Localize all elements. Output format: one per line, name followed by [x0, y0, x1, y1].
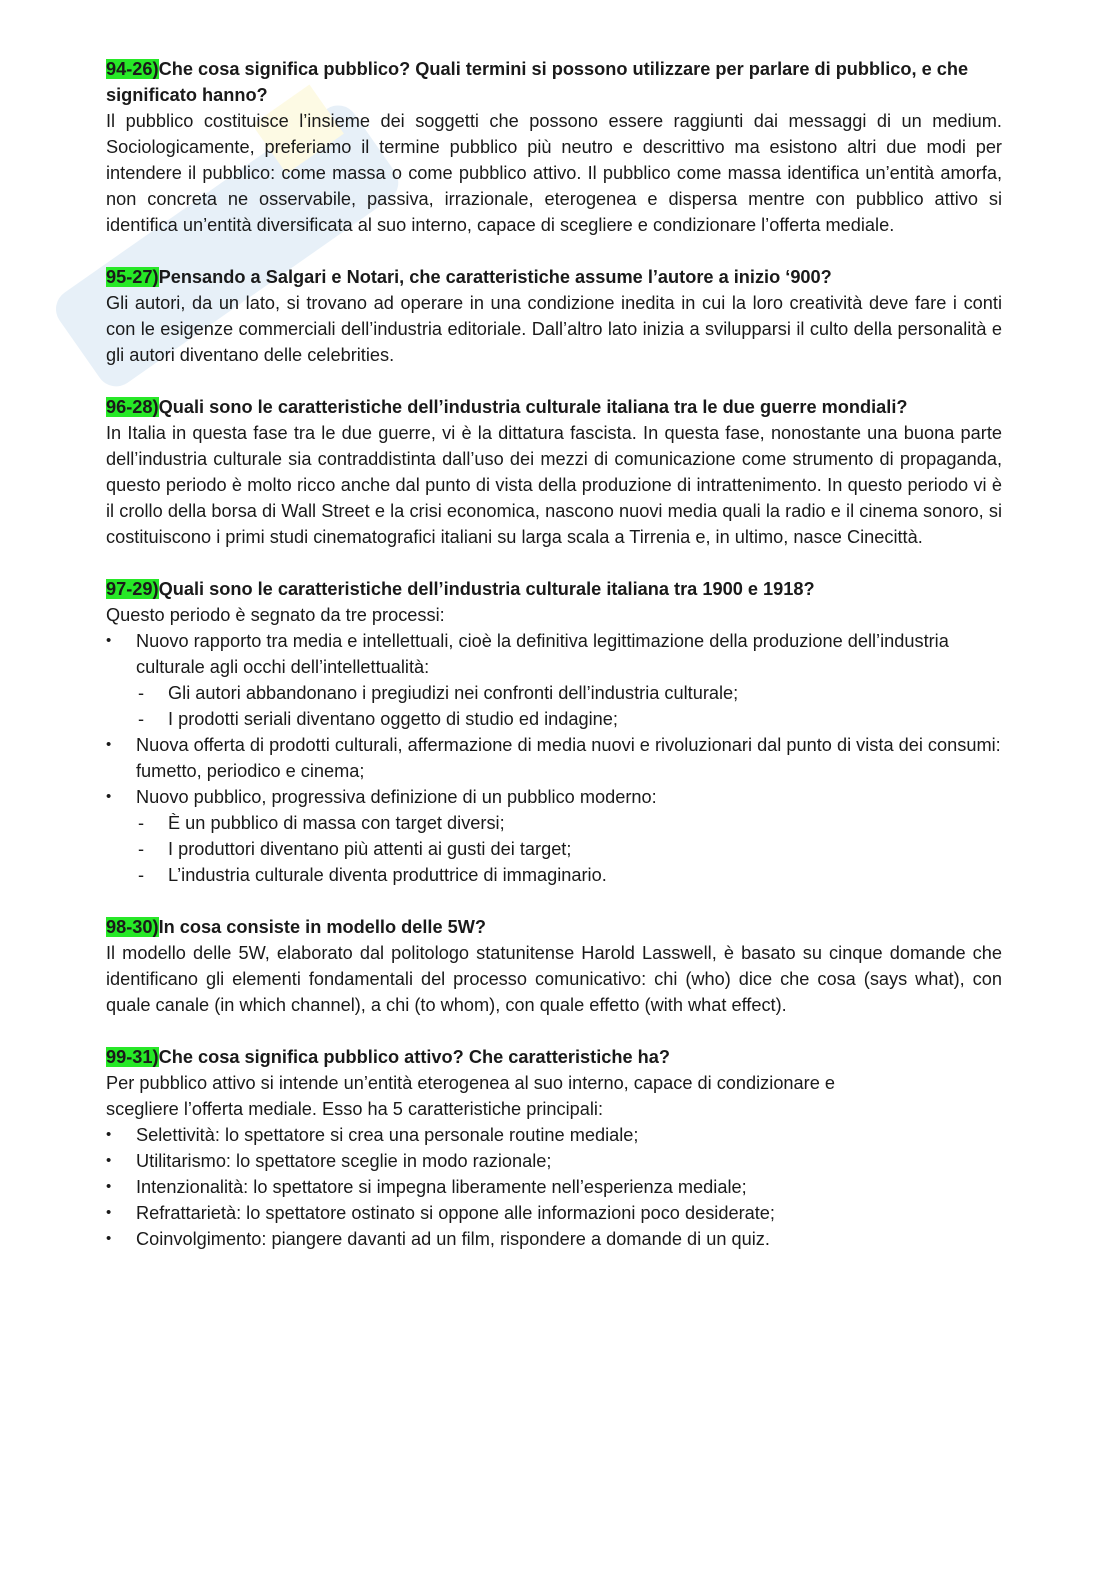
answer-paragraph: Gli autori, da un lato, si trovano ad operare in una condizione inedita in cui la loro creatività deve fare i conti con le esigenze commerciali dell’industria editoriale. Dall’altro lato inizia a svilupparsi il culto della personalità e gli autori diventano delle celebrities.	[106, 293, 1002, 365]
question-99-31	[106, 1044, 1002, 1252]
answer-paragraph: Il pubblico costituisce l’insieme dei soggetti che possono essere raggiunti dai messaggi di un medium. Sociologicamente, preferiamo il termine pubblico più neutro e descrittivo ma esistono altri due modi per intendere il pubblico: come massa o come pubblico attivo. Il pubblico come massa identifica un’entità amorfa, non concreta ne osservabile, passiva, irrazionale, eterogenea e dispersa mentre con pubblico attivo si identifica un’entità diversificata al suo interno, capace di scegliere e condizionare l’offerta mediale.	[106, 111, 1002, 235]
question-number: 98-30)	[106, 917, 159, 937]
question-title	[106, 1044, 1002, 1070]
answer-intro-line: scegliere l’offerta mediale. Esso ha 5 caratteristiche principali:	[106, 1099, 604, 1119]
question-95-27	[106, 264, 1002, 368]
question-number: 96-28)	[106, 397, 159, 417]
question-text: Quali sono le caratteristiche dell’industria culturale italiana tra 1900 e 1918?	[158, 579, 815, 599]
question-text: Che cosa significa pubblico attivo? Che caratteristiche ha?	[158, 1047, 670, 1067]
question-94-26	[106, 56, 1002, 238]
list-item	[106, 732, 1002, 784]
answer-intro: Questo periodo è segnato da tre processi:	[106, 605, 445, 625]
question-title	[106, 264, 1002, 290]
sub-list-item: - L’industria culturale diventa produttrice di immaginario.	[106, 862, 1002, 888]
question-96-28	[106, 394, 1002, 550]
list-item: • Intenzionalità: lo spettatore si impegna liberamente nell’esperienza mediale;	[106, 1174, 1002, 1200]
sub-list	[136, 680, 1002, 732]
answer-intro-line: Per pubblico attivo si intende un’entità eterogenea al suo interno, capace di condizionare e	[106, 1073, 836, 1093]
sub-list-item: - I produttori diventano più attenti ai gusti dei target;	[106, 836, 1002, 862]
list-item	[106, 628, 1002, 732]
bullet-list	[106, 628, 1002, 888]
document-page	[106, 56, 1002, 1278]
question-98-30	[106, 914, 1002, 1018]
question-97-29	[106, 576, 1002, 888]
answer-paragraph: Il modello delle 5W, elaborato dal politologo statunitense Harold Lasswell, è basato su cinque domande che identificano gli elementi fondamentali del processo comunicativo: chi (who) dice che cosa (says what), con quale canale (in which channel), a chi (to whom), con quale effetto (with what effect).	[106, 943, 1002, 1015]
question-number: 97-29)	[106, 579, 159, 599]
question-text: Pensando a Salgari e Notari, che caratteristiche assume l’autore a inizio ‘900?	[158, 267, 832, 287]
sub-list-item: - I prodotti seriali diventano oggetto di studio ed indagine;	[106, 706, 1002, 732]
list-item: • Refrattarietà: lo spettatore ostinato si oppone alle informazioni poco desiderate;	[106, 1200, 1002, 1226]
list-item: • Utilitarismo: lo spettatore sceglie in modo razionale;	[106, 1148, 1002, 1174]
sub-list	[136, 810, 1002, 888]
question-title	[106, 576, 1002, 602]
question-number: 99-31)	[106, 1047, 159, 1067]
list-item	[106, 784, 1002, 888]
list-item-text: Nuova offerta di prodotti culturali, affermazione di media nuovi e rivoluzionari dal punto di vista dei consumi: fumetto, periodico e cinema;	[136, 735, 1001, 781]
question-text: Che cosa significa pubblico? Quali termini si possono utilizzare per parlare di pubblico, e che significato hanno?	[106, 59, 969, 105]
question-title	[106, 914, 1002, 940]
question-title	[106, 56, 1002, 108]
list-item: • Coinvolgimento: piangere davanti ad un film, rispondere a domande di un quiz.	[106, 1226, 1002, 1252]
question-text: Quali sono le caratteristiche dell’industria culturale italiana tra le due guerre mondiali?	[158, 397, 908, 417]
list-item-text: Nuovo pubblico, progressiva definizione di un pubblico moderno:	[136, 787, 657, 807]
question-text: In cosa consiste in modello delle 5W?	[158, 917, 487, 937]
question-number: 95-27)	[106, 267, 159, 287]
sub-list-item: - È un pubblico di massa con target diversi;	[106, 810, 1002, 836]
bullet-list	[106, 1122, 1002, 1252]
sub-list-item: - Gli autori abbandonano i pregiudizi nei confronti dell’industria culturale;	[106, 680, 1002, 706]
question-title	[106, 394, 1002, 420]
list-item-text: Nuovo rapporto tra media e intellettuali, cioè la definitiva legittimazione della produzione dell’industria culturale agli occhi dell’intellettualità:	[136, 631, 949, 677]
answer-paragraph: In Italia in questa fase tra le due guerre, vi è la dittatura fascista. In questa fase, nonostante una buona parte dell’industria culturale sia contraddistinta dall’uso dei mezzi di comunicazione come strumento di propaganda, questo periodo è molto ricco anche dal punto di vista della produzione di intrattenimento. In questo periodo vi è il crollo della borsa di Wall Street e la crisi economica, nascono nuovi media quali la radio e il cinema sonoro, si costituiscono i primi studi cinematografici italiani su larga scala a Tirrenia e, in ultimo, nasce Cinecittà.	[106, 423, 1002, 547]
question-number: 94-26)	[106, 59, 159, 79]
list-item: • Selettività: lo spettatore si crea una personale routine mediale;	[106, 1122, 1002, 1148]
